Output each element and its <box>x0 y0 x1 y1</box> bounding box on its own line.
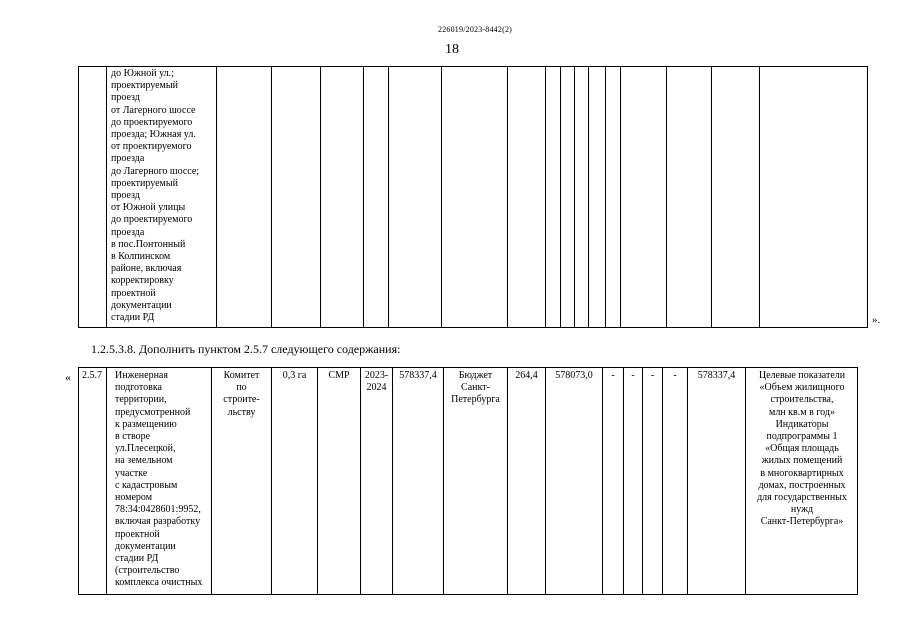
column-divider <box>759 67 760 327</box>
object-description-cell: до Южной ул.; проектируемый проезд от Лагерного шоссе до проектируемого проезда; Южная ул. от проектируемого проезда до Лагерного шоссе; проектируемый проезд от Южной улицы до проектируемого проезда в пос.Понтонный в Колпинском районе, включая корректировку проектной документации стадии РД <box>111 68 200 324</box>
indicators-cell: Целевые показатели «Объем жилищного строительства, млн кв.м в год» Индикаторы подпрограммы 1 «Общая площадь жилых помещений в многоквартирных домах, построенных для государственных нужд Санкт-Петербурга» <box>757 370 847 528</box>
column-divider <box>317 368 318 594</box>
column-divider <box>271 368 272 594</box>
value-cell-1: 264,4 <box>515 370 538 381</box>
total-cost-cell: 578337,4 <box>399 370 437 381</box>
column-divider <box>602 368 603 594</box>
column-divider <box>620 67 621 327</box>
column-divider <box>687 368 688 594</box>
column-divider <box>441 67 442 327</box>
page-number: 18 <box>445 42 459 57</box>
customer-cell: Комитет по строите- льству <box>223 370 260 418</box>
dash-cell-4: - <box>673 370 677 381</box>
column-divider <box>507 368 508 594</box>
column-divider <box>271 67 272 327</box>
column-divider <box>666 67 667 327</box>
document-id: 226019/2023-8442(2) <box>438 25 513 34</box>
column-divider <box>545 67 546 327</box>
work-type-cell: СМР <box>328 370 350 381</box>
column-divider <box>507 67 508 327</box>
column-divider <box>642 368 643 594</box>
item-name-cell: Инженерная подготовка территории, предусмотренной к размещению в створе ул.Плесецкой, на земельном участке с кадастровым номером 78:34:0428601:9952, включая разработку проектной документации стадии РД (строительство комплекса очистных <box>115 370 203 589</box>
column-divider <box>320 67 321 327</box>
column-divider <box>711 67 712 327</box>
column-divider <box>574 67 575 327</box>
period-cell: 2023- 2024 <box>364 370 389 394</box>
value-cell-2: 578073,0 <box>555 370 593 381</box>
column-divider <box>392 368 393 594</box>
column-divider <box>388 67 389 327</box>
opening-quote-mark: « <box>65 370 71 384</box>
column-divider <box>605 67 606 327</box>
column-divider <box>106 67 107 327</box>
column-divider <box>623 368 624 594</box>
dash-cell-1: - <box>611 370 615 381</box>
column-divider <box>560 67 561 327</box>
column-divider <box>545 368 546 594</box>
closing-quote-mark: ». <box>872 314 881 326</box>
table-item-2-5-7 <box>78 367 858 595</box>
table-continuation <box>78 66 868 328</box>
dash-cell-2: - <box>631 370 635 381</box>
column-divider <box>662 368 663 594</box>
value-cell-3: 578337,4 <box>697 370 736 381</box>
column-divider <box>216 67 217 327</box>
column-divider <box>588 67 589 327</box>
column-divider <box>360 368 361 594</box>
funding-source-cell: Бюджет Санкт- Петербурга <box>451 370 500 406</box>
column-divider <box>363 67 364 327</box>
amendment-paragraph: 1.2.5.3.8. Дополнить пунктом 2.5.7 следующего содержания: <box>91 342 401 356</box>
item-number-cell: 2.5.7 <box>82 370 102 381</box>
capacity-cell: 0,3 га <box>282 370 307 381</box>
column-divider <box>106 368 107 594</box>
dash-cell-3: - <box>650 370 655 381</box>
